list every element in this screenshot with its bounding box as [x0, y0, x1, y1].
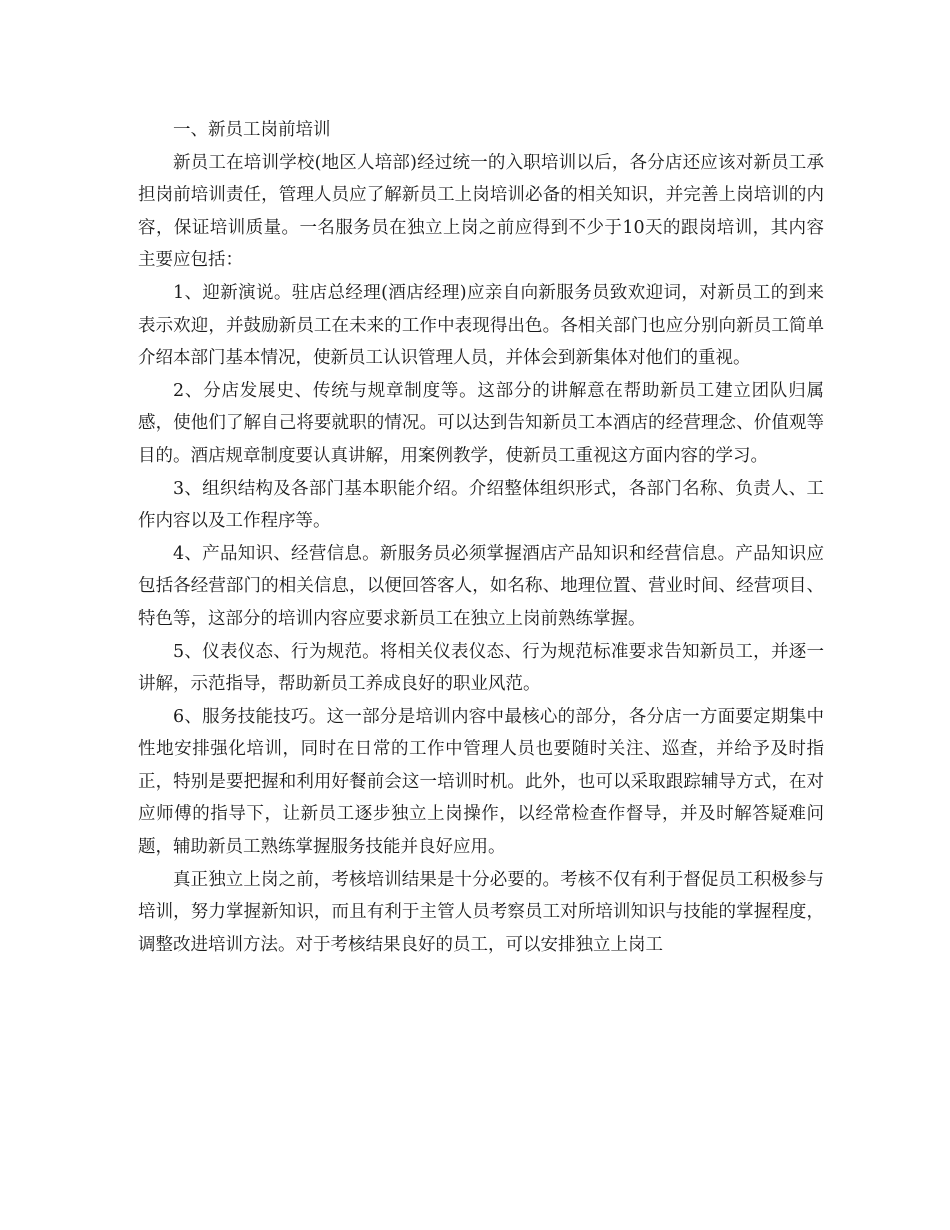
paragraph-assessment: 真正独立上岗之前，考核培训结果是十分必要的。考核不仅有利于督促员工积极参与培训，努力掌握新知识，而且有利于主管人员考察员工对所培训知识与技能的掌握程度，调整改进培训方法。对于考核结果良好的员工，可以安排独立上岗工: [138, 869, 824, 955]
paragraph-item-2: 2、分店发展史、传统与规章制度等。这部分的讲解意在帮助新员工建立团队归属感，使他们了解自己将要就职的情况。可以达到告知新员工本酒店的经营理念、价值观等目的。酒店规章制度要认真讲解，用案例教学，使新员工重视这方面内容的学习。: [138, 380, 824, 466]
paragraph-item-4: 4、产品知识、经营信息。新服务员必须掌握酒店产品知识和经营信息。产品知识应包括各经营部门的相关信息，以便回答客人，如名称、地理位置、营业时间、经营项目、特色等，这部分的培训内容应要求新员工在独立上岗前熟练掌握。: [138, 543, 824, 629]
paragraph-item-3: 3、组织结构及各部门基本职能介绍。介绍整体组织形式，各部门名称、负责人、工作内容以及工作程序等。: [138, 478, 824, 532]
document-body: [138, 114, 824, 961]
section-heading: 一、新员工岗前培训: [173, 120, 331, 140]
paragraph-item-6: 6、服务技能技巧。这一部分是培训内容中最核心的部分，各分店一方面要定期集中性地安排强化培训，同时在日常的工作中管理人员也要随时关注、巡查，并给予及时指正，特别是要把握和利用好餐前会这一培训时机。此外，也可以采取跟踪辅导方式，在对应师傅的指导下，让新员工逐步独立上岗操作，以经常检查作督导，并及时解答疑难问题，辅助新员工熟练掌握服务技能并良好应用。: [138, 706, 824, 858]
paragraph-item-1: 1、迎新演说。驻店总经理(酒店经理)应亲自向新服务员致欢迎词，对新员工的到来表示欢迎，并鼓励新员工在未来的工作中表现得出色。各相关部门也应分别向新员工简单介绍本部门基本情况，使新员工认识管理人员，并体会到新集体对他们的重视。: [138, 282, 824, 369]
paragraph-item-5: 5、仪表仪态、行为规范。将相关仪表仪态、行为规范标准要求告知新员工，并逐一讲解，示范指导，帮助新员工养成良好的职业风范。: [138, 641, 824, 695]
paragraph-intro: 新员工在培训学校(地区人培部)经过统一的入职培训以后，各分店还应该对新员工承担岗前培训责任，管理人员应了解新员工上岗培训必备的相关知识，并完善上岗培训的内容，保证培训质量。一名服务员在独立上岗之前应得到不少于10天的跟岗培训，其内容主要应包括：: [138, 152, 824, 271]
